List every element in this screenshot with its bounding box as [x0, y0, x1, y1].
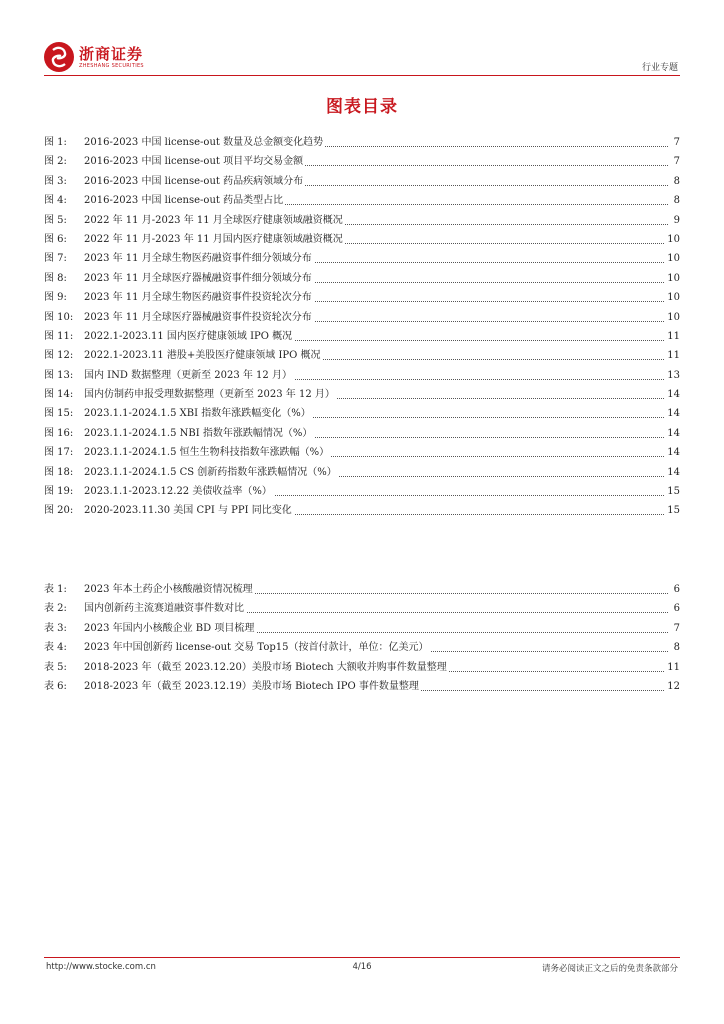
toc-entry-title: 2022.1-2023.11 港股+美股医疗健康领域 IPO 概况	[84, 346, 323, 365]
toc-entry-label: 表 3:	[44, 622, 67, 634]
toc-entry[interactable]	[44, 288, 680, 307]
toc-entry[interactable]	[44, 327, 680, 346]
toc-entry-title: 2023 年中国创新药 license-out 交易 Top15（按首付款计，单位：亿美元）	[84, 638, 430, 657]
toc-entry-title: 2018-2023 年（截至 2023.12.20）美股市场 Biotech 大额收并购事件数量整理	[84, 658, 449, 677]
company-logo	[44, 42, 144, 72]
toc-entry-page: 9	[672, 211, 680, 230]
toc-entry-title: 2023.1.1-2024.1.5 NBI 指数年涨跌幅情况（%）	[84, 424, 314, 443]
toc-entry-label: 图 14:	[44, 389, 74, 401]
toc-entry[interactable]	[44, 366, 680, 385]
toc-entry-label: 图 6:	[44, 233, 67, 245]
toc-entry-title: 2023 年国内小核酸企业 BD 项目梳理	[84, 619, 256, 638]
toc-entry-label: 图 16:	[44, 427, 74, 439]
toc-entry-title: 2022.1-2023.11 国内医疗健康领域 IPO 概况	[84, 327, 294, 346]
toc-entry-page: 14	[665, 443, 680, 462]
toc-entry-page: 10	[665, 269, 680, 288]
toc-entry[interactable]	[44, 133, 680, 152]
toc-entry[interactable]	[44, 580, 680, 599]
toc-entry-label: 图 15:	[44, 408, 74, 420]
toc-entry[interactable]	[44, 482, 680, 501]
toc-entry-label: 图 3:	[44, 175, 67, 187]
toc-entry[interactable]	[44, 385, 680, 404]
toc-entry-label: 表 5:	[44, 661, 67, 673]
toc-entry[interactable]	[44, 658, 680, 677]
header-divider	[44, 75, 680, 76]
table-list	[44, 580, 680, 696]
toc-entry-label: 图 19:	[44, 486, 74, 498]
page-header	[44, 40, 680, 78]
toc-entry-page: 15	[665, 501, 680, 520]
toc-entry-page: 6	[672, 580, 680, 599]
toc-entry-label: 图 18:	[44, 466, 74, 478]
toc-entry-title: 国内仿制药申报受理数据整理（更新至 2023 年 12 月）	[84, 385, 337, 404]
toc-entry[interactable]	[44, 443, 680, 462]
footer-url[interactable]: http://www.stocke.com.cn	[46, 962, 156, 972]
toc-entry-page: 10	[665, 288, 680, 307]
toc-entry[interactable]	[44, 308, 680, 327]
toc-entry[interactable]	[44, 463, 680, 482]
toc-entry-label: 图 20:	[44, 505, 74, 517]
toc-entry-page: 13	[665, 366, 680, 385]
page-number: 4/16	[352, 962, 372, 972]
toc-entry-page: 11	[665, 658, 680, 677]
toc-entry-page: 14	[665, 424, 680, 443]
toc-entry[interactable]	[44, 619, 680, 638]
toc-entry-label: 图 7:	[44, 253, 67, 265]
toc-entry-label: 图 2:	[44, 156, 67, 168]
toc-entry-title: 2023 年 11 月全球医疗器械融资事件投资轮次分布	[84, 308, 314, 327]
toc-entry-title: 国内 IND 数据整理（更新至 2023 年 12 月）	[84, 366, 294, 385]
toc-entry[interactable]	[44, 404, 680, 423]
toc-entry-title: 2016-2023 中国 license-out 项目平均交易金额	[84, 152, 305, 171]
toc-entry[interactable]	[44, 230, 680, 249]
toc-entry-title: 2022 年 11 月-2023 年 11 月国内医疗健康领域融资概况	[84, 230, 345, 249]
toc-entry[interactable]	[44, 172, 680, 191]
toc-entry-page: 15	[665, 482, 680, 501]
toc-entry-title: 2023 年 11 月全球医疗器械融资事件细分领域分布	[84, 269, 314, 288]
toc-entry-title: 2016-2023 中国 license-out 数量及总金额变化趋势	[84, 133, 325, 152]
toc-entry-page: 14	[665, 385, 680, 404]
footer-divider	[44, 957, 680, 958]
toc-entry[interactable]	[44, 501, 680, 520]
logo-emblem-icon	[44, 42, 74, 72]
toc-entry-page: 8	[672, 172, 680, 191]
toc-entry-label: 图 13:	[44, 369, 74, 381]
disclaimer: 请务必阅读正文之后的免责条款部分	[541, 964, 678, 974]
toc-entry-page: 7	[672, 133, 680, 152]
toc-entry[interactable]	[44, 152, 680, 171]
toc-entry-title: 2023 年本土药企小核酸融资情况梳理	[84, 580, 255, 599]
toc-entry-title: 2022 年 11 月-2023 年 11 月全球医疗健康领域融资概况	[84, 211, 345, 230]
toc-entry-label: 图 5:	[44, 214, 67, 226]
toc-entry[interactable]	[44, 249, 680, 268]
toc-entry[interactable]	[44, 599, 680, 618]
toc-entry-label: 图 11:	[44, 330, 74, 342]
toc-entry-title: 2016-2023 中国 license-out 药品类型占比	[84, 191, 285, 210]
toc-entry-title: 2020-2023.11.30 美国 CPI 与 PPI 同比变化	[84, 501, 294, 520]
toc-entry-title: 国内创新药主流赛道融资事件数对比	[84, 599, 246, 618]
toc-entry-label: 图 4:	[44, 195, 67, 207]
toc-entry[interactable]	[44, 269, 680, 288]
toc-entry-label: 图 12:	[44, 350, 74, 362]
logo-name-en: ZHESHANG SECURITIES	[79, 62, 144, 69]
toc-entry-page: 7	[672, 619, 680, 638]
toc-entry-page: 10	[665, 308, 680, 327]
toc-entry-page: 7	[672, 152, 680, 171]
toc-entry-page: 8	[672, 638, 680, 657]
toc-entry-page: 8	[672, 191, 680, 210]
toc-entry-label: 图 1:	[44, 137, 67, 148]
toc-entry-page: 6	[672, 599, 680, 618]
toc-entry-page: 12	[665, 677, 680, 696]
toc-entry-title: 2018-2023 年（截至 2023.12.19）美股市场 Biotech IPO 事件数量整理	[84, 677, 421, 696]
toc-entry-label: 表 2:	[44, 603, 67, 615]
figure-list	[44, 133, 680, 521]
logo-name-cn: 浙商证券	[79, 44, 144, 63]
toc-entry-label: 图 10:	[44, 311, 74, 323]
toc-entry-title: 2023.1.1-2023.12.22 美债收益率（%）	[84, 482, 274, 501]
toc-entry-title: 2023.1.1-2024.1.5 恒生生物科技指数年涨跌幅（%）	[84, 443, 331, 462]
toc-entry-title: 2023.1.1-2024.1.5 CS 创新药指数年涨跌幅情况（%）	[84, 463, 339, 482]
toc-entry-page: 11	[665, 346, 680, 365]
toc-entry-label: 表 1:	[44, 584, 67, 595]
toc-entry[interactable]	[44, 346, 680, 365]
toc-entry-title: 2023.1.1-2024.1.5 XBI 指数年涨跌幅变化（%）	[84, 404, 313, 423]
toc-entry-page: 10	[665, 249, 680, 268]
toc-entry[interactable]	[44, 638, 680, 657]
toc-entry-label: 图 8:	[44, 272, 67, 284]
toc-entry-label: 表 6:	[44, 680, 67, 692]
toc-entry-title: 2023 年 11 月全球生物医药融资事件细分领域分布	[84, 249, 314, 268]
toc-entry[interactable]	[44, 677, 680, 696]
toc-entry-page: 10	[665, 230, 680, 249]
toc-entry-page: 14	[665, 404, 680, 423]
toc-entry-title: 2023 年 11 月全球生物医药融资事件投资轮次分布	[84, 288, 314, 307]
toc-entry[interactable]	[44, 211, 680, 230]
toc-entry-label: 图 17:	[44, 447, 74, 459]
page-title: 图表目录	[326, 97, 398, 117]
toc-entry-label: 图 9:	[44, 292, 67, 304]
toc-entry[interactable]	[44, 191, 680, 210]
toc-entry-page: 11	[665, 327, 680, 346]
report-category: 行业专题	[641, 63, 678, 73]
toc-entry[interactable]	[44, 424, 680, 443]
toc-entry-page: 14	[665, 463, 680, 482]
toc-entry-title: 2016-2023 中国 license-out 药品疾病领域分布	[84, 172, 305, 191]
toc-entry-label: 表 4:	[44, 642, 67, 654]
